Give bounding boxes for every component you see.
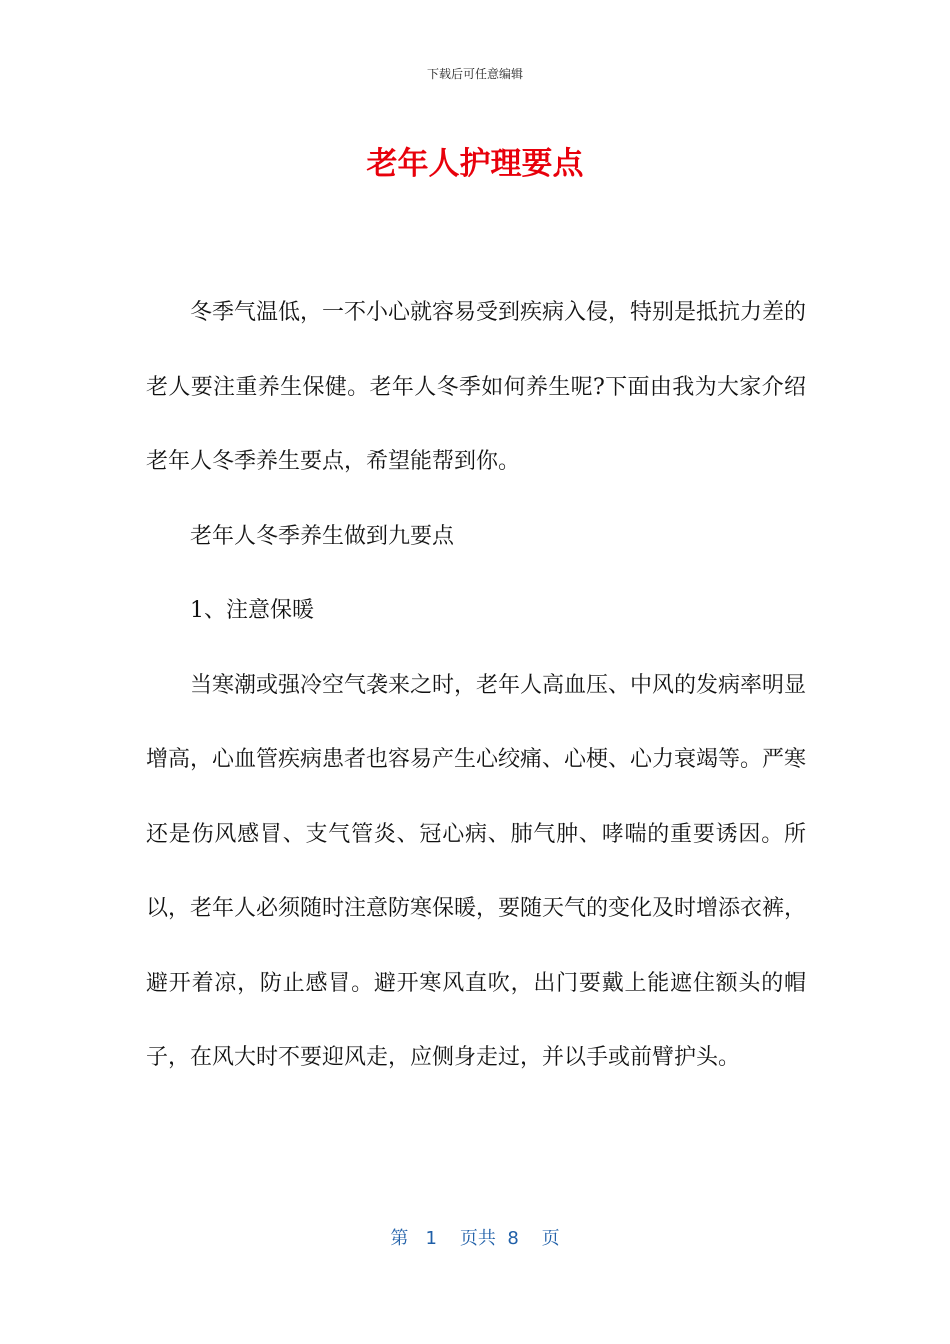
document-body <box>146 276 806 1096</box>
footer-total-pages: 8 <box>507 1228 519 1249</box>
footer-suffix: 页 <box>541 1228 560 1249</box>
footer-middle: 页共 <box>459 1228 496 1249</box>
footer-current-page: 1 <box>425 1228 437 1249</box>
paragraph-point-1-body: 当寒潮或强冷空气袭来之时，老年人高血压、中风的发病率明显增高，心血管疾病患者也容易产生心绞痛、心梗、心力衰竭等。严寒还是伤风感冒、支气管炎、冠心病、肺气肿、哮喘的重要诱因。所以，老年人必须随时注意防寒保暖，要随天气的变化及时增添衣裤，避开着凉，防止感冒。避开寒风直吹，出门要戴上能遮住额头的帽子，在风大时不要迎风走，应侧身走过，并以手或前臂护头。 <box>146 672 807 1070</box>
footer-prefix: 第 <box>390 1228 409 1249</box>
page-header-note: 下载后可任意编辑 <box>426 67 523 81</box>
document-title: 老年人护理要点 <box>366 146 584 182</box>
paragraph-subheading: 老年人冬季养生做到九要点 <box>190 523 455 549</box>
page-footer <box>0 1226 950 1252</box>
paragraph-intro: 冬季气温低，一不小心就容易受到疾病入侵，特别是抵抗力差的老人要注重养生保健。老年人冬季如何养生呢?下面由我为大家介绍老年人冬季养生要点，希望能帮到你。 <box>146 300 807 474</box>
paragraph-point-1-heading: 1、注意保暖 <box>190 598 314 623</box>
